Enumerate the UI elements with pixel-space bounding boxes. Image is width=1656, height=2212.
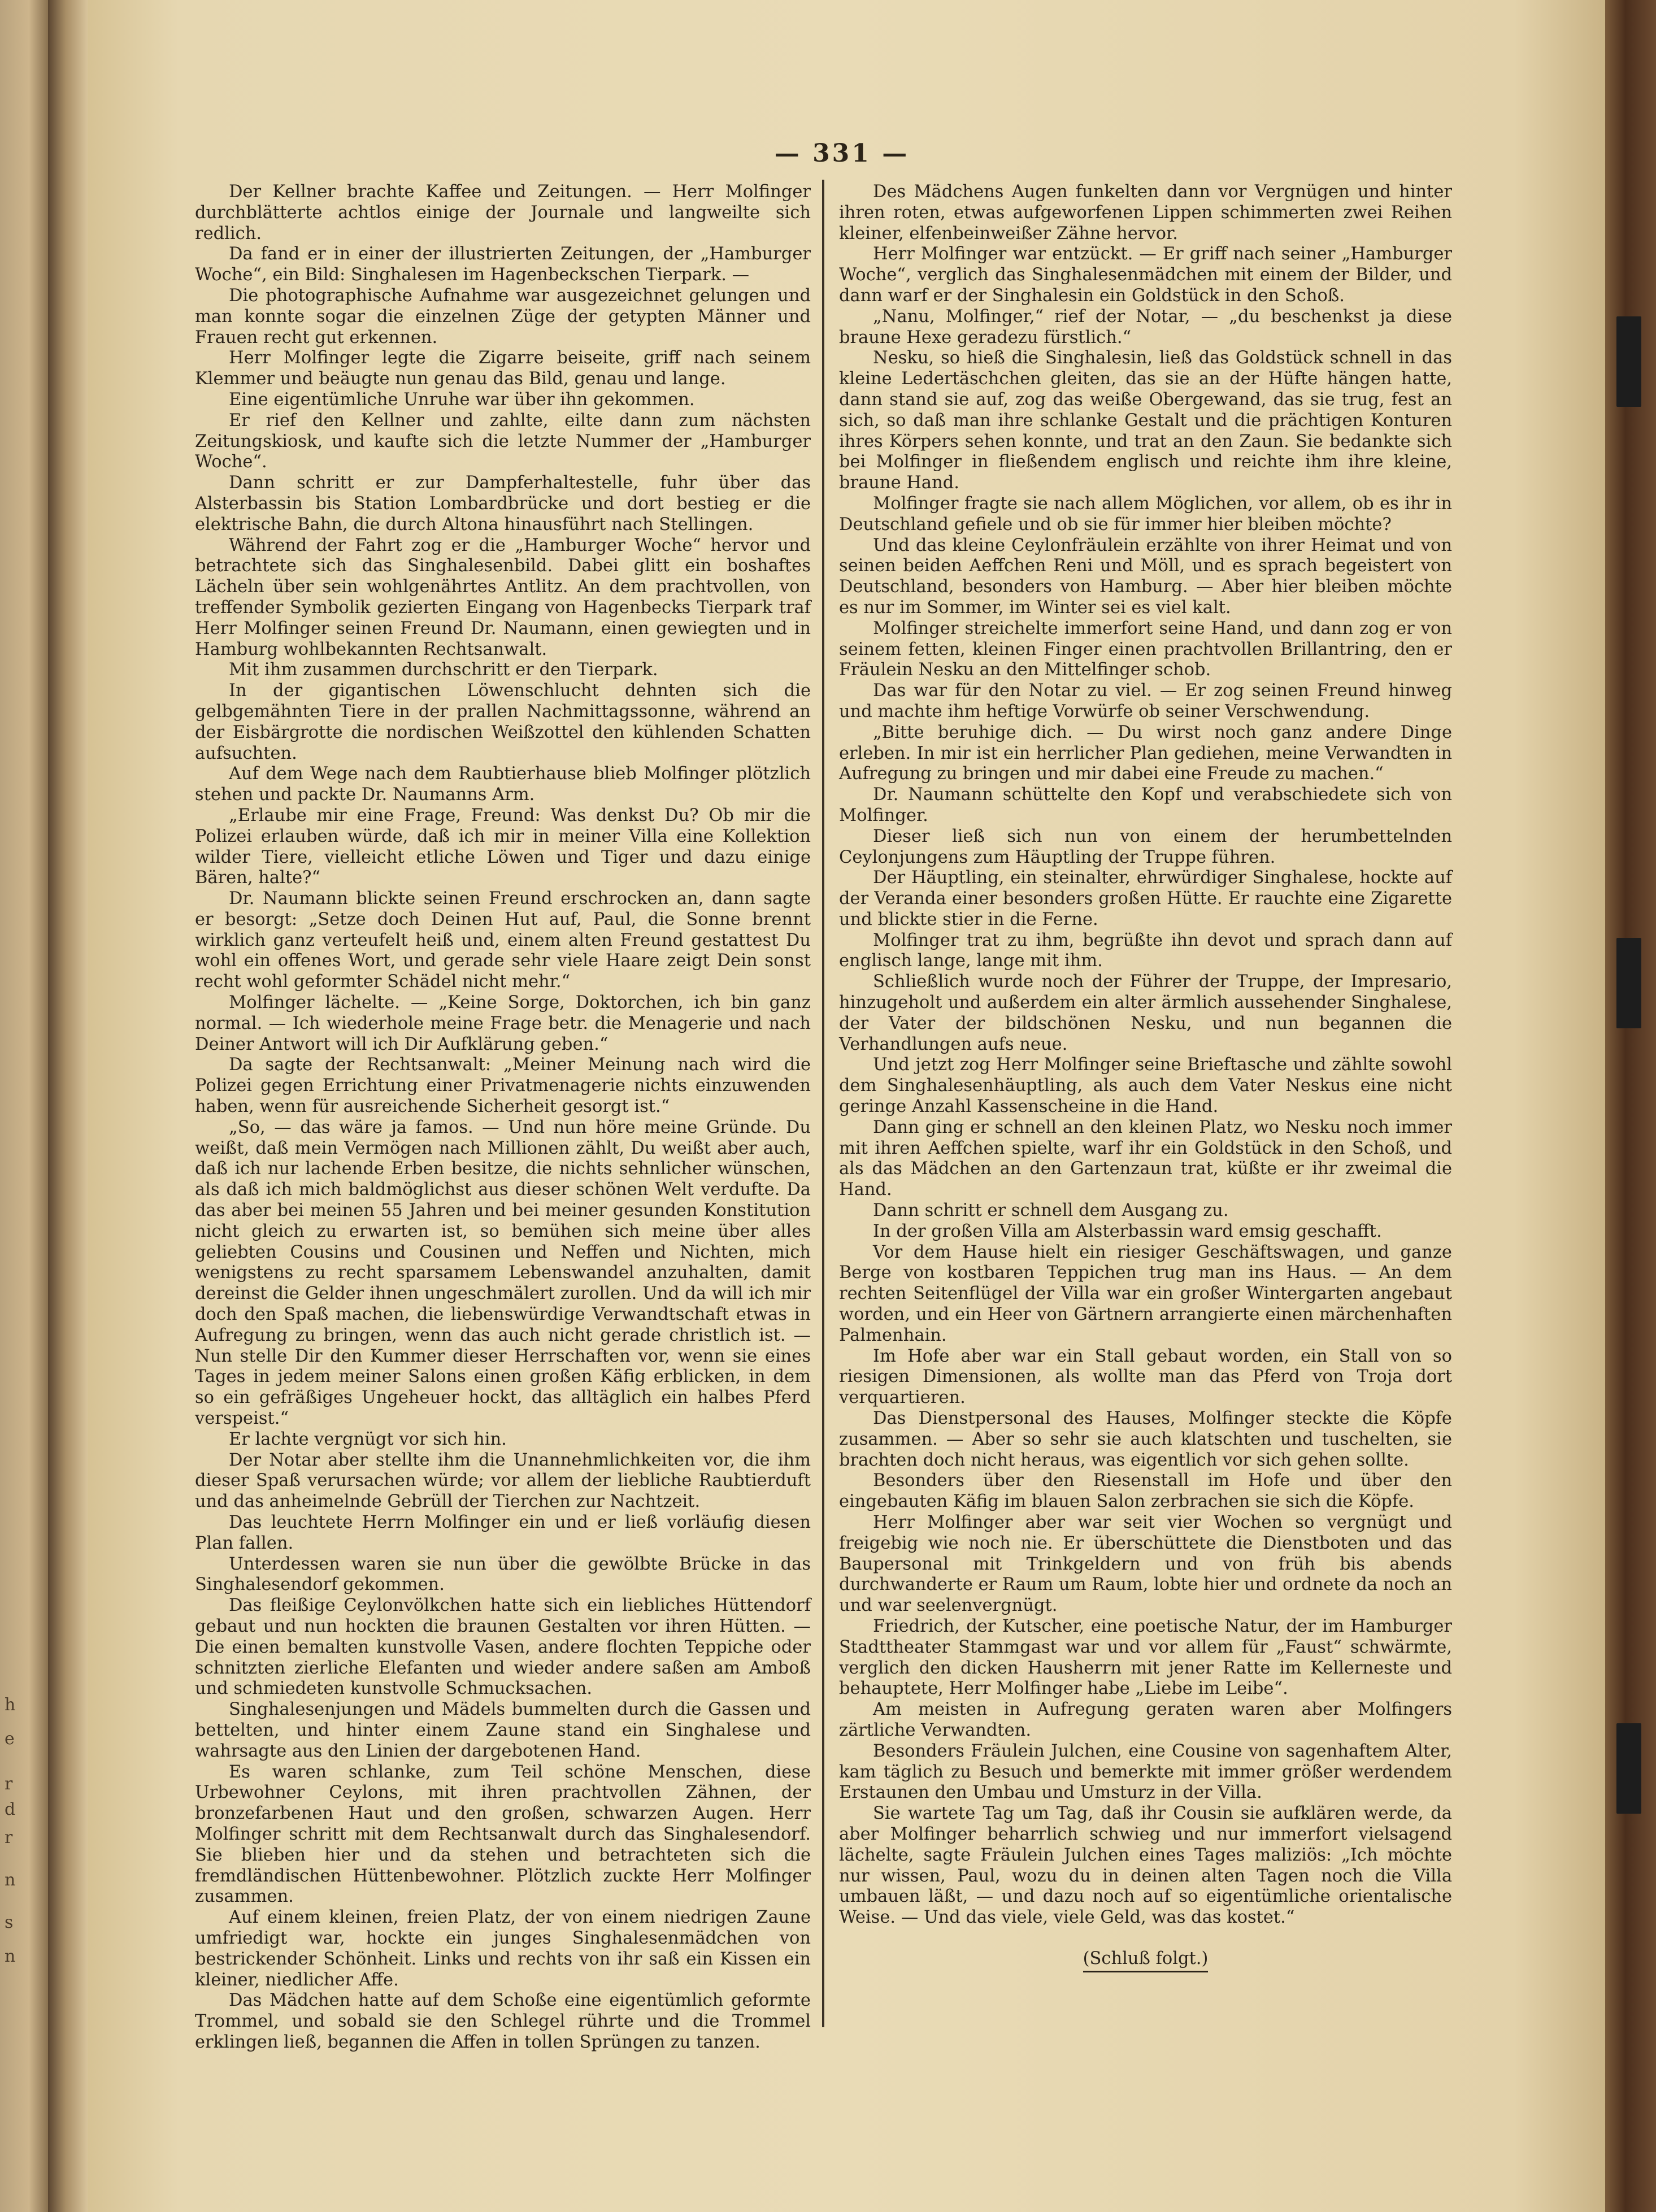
paragraph: „Nanu, Molfinger,“ rief der Notar, — „du beschenkst ja diese braune Hexe geradezu fürstlich.“: [839, 306, 1452, 347]
paragraph: Und das kleine Ceylonfräulein erzählte von ihrer Heimat und von seinen beiden Aeffchen Reni und Möll, und es sprach begeistert von Deutschland, besonders von Hamburg. — Aber hier bleiben möchte es nur im Sommer, im Winter sei es viel kalt.: [839, 535, 1452, 618]
paragraph: Mit ihm zusammen durchschritt er den Tierpark.: [229, 660, 658, 680]
paragraph: Im Hofe aber war ein Stall gebaut worden, ein Stall von so riesigen Dimensionen, als wollte man das Pferd von Troja dort verquartieren.: [839, 1346, 1452, 1408]
paragraph: „So, — das wäre ja famos. — Und nun höre meine Gründe. Du weißt, daß mein Vermögen nach Millionen zählt, Du weißt aber auch, daß ich nur lachende Erben besitze, die nichts sehnlicher wünschen, als daß ich mich baldmöglichst aus dieser schönen Welt verdufte. Da das aber bei meinen 55 Jahren und bei meiner gesunden Konstitution nicht gleich zu erwarten ist, so bemühen sich meine über alles geliebten Cousins und Cousinen und Neffen und Nichten, mich wenigstens zu recht sparsamem Lebenswandel anzuhalten, damit dereinst die Gelder ihnen ungeschmälert zurollen. Und da will ich mir doch den Spaß machen, die liebenswürdige Verwandtschaft etwas in Aufregung zu bringen, wenn das auch nicht gerade christlich ist. — Nun stelle Dir den Kummer dieser Herrschaften vor, wenn sie eines Tages in jedem meiner Salons einen großen Käfig erblicken, in dem so ein gefräßiges Ungeheuer hockt, das alltäglich ein halbes Pferd verspeist.“: [195, 1117, 811, 1429]
paragraph: Das leuchtete Herrn Molfinger ein und er ließ vorläufig diesen Plan fallen.: [195, 1513, 811, 1553]
margin-fragment: s: [5, 1913, 14, 1932]
margin-fragment: r: [5, 1774, 13, 1794]
paragraph: Besonders über den Riesenstall im Hofe und über den eingebauten Käfig im blauen Salon zerbrachen sie sich die Köpfe.: [839, 1471, 1452, 1512]
paragraph: Auf dem Wege nach dem Raubtierhause blieb Molfinger plötzlich stehen und packte Dr. Naumanns Arm.: [195, 764, 811, 805]
to-be-continued-note: [839, 1949, 1452, 1972]
margin-fragment: h: [5, 1695, 16, 1715]
paragraph: Singhalesenjungen und Mädels bummelten durch die Gassen und bettelten, und hinter einem Zaune stand ein Singhalese und wahrsagte aus den Linien der dargebotenen Hand.: [195, 1700, 811, 1761]
paragraph: Auf einem kleinen, freien Platz, der von einem niedrigen Zaune umfriedigt war, hockte ein junges Singhalesenmädchen von bestrickender Schönheit. Links und rechts von ihr saß ein Kissen ein kleiner, niedlicher Affe.: [195, 1907, 811, 1990]
paragraph: Dann schritt er schnell dem Ausgang zu.: [873, 1201, 1229, 1221]
paragraph: Molfinger fragte sie nach allem Möglichen, vor allem, ob es ihr in Deutschland gefiele und ob sie für immer hier bleiben möchte?: [839, 493, 1452, 534]
paragraph: Friedrich, der Kutscher, eine poetische Natur, der im Hamburger Stadttheater Stammgast war und vor allem für „Faust“ schwärmte, verglich den dicken Hausherrn mit jener Ratte im Kellerneste und behauptete, Herr Molfinger habe „Liebe im Leibe“.: [839, 1616, 1452, 1699]
paragraph: Und jetzt zog Herr Molfinger seine Brieftasche und zählte sowohl dem Singhalesenhäuptling, als auch dem Vater Neskus eine nicht geringe Anzahl Kassenscheine in die Hand.: [839, 1055, 1452, 1117]
paragraph: Die photographische Aufnahme war ausgezeichnet gelungen und man konnte sogar die einzelnen Züge der getypten Männer und Frauen recht gut erkennen.: [195, 285, 811, 347]
paragraph: Dann schritt er zur Dampferhaltestelle, fuhr über das Alsterbassin bis Station Lombardbrücke und dort bestieg er die elektrische Bahn, die durch Altona hinausführt nach Stellingen.: [195, 473, 811, 534]
margin-fragment: n: [5, 1946, 16, 1966]
margin-fragment: r: [5, 1828, 13, 1848]
paragraph: Da fand er in einer der illustrierten Zeitungen, der „Hamburger Woche“, ein Bild: Singhalesen im Hagenbeckschen Tierpark. —: [195, 244, 811, 285]
paragraph: Dr. Naumann blickte seinen Freund erschrocken an, dann sagte er besorgt: „Setze doch Deinen Hut auf, Paul, die Sonne brennt wirklich ganz verteufelt heiß und, einem alten Freund gestattest Du wohl ein offenes Wort, und gerade sehr viele Haare zeigt Dein sonst recht wohl geformter Schädel nicht mehr.“: [195, 889, 811, 992]
paragraph: Unterdessen waren sie nun über die gewölbte Brücke in das Singhalesendorf gekommen.: [195, 1554, 811, 1595]
paragraph: Sie wartete Tag um Tag, daß ihr Cousin sie aufklären werde, da aber Molfinger beharrlich schwieg und nur immerfort vielsagend lächelte, sagte Fräulein Julchen eines Tages maliziös: „Ich möchte nur wissen, Paul, wozu du in deinen alten Tagen noch die Villa umbauen läßt, — und dazu noch auf so eigentümliche orientalische Weise. — Und das viele, viele Geld, was das kostet.“: [839, 1804, 1452, 1928]
column-divider: [822, 180, 824, 2027]
paragraph: Molfinger streichelte immerfort seine Hand, und dann zog er von seinem fetten, kleinen Finger einen prachtvollen Brillantring, den er Fräulein Nesku an den Mittelfinger schob.: [839, 618, 1452, 680]
paragraph: In der gigantischen Löwenschlucht dehnten sich die gelbgemähnten Tiere in der prallen Nachmittagssonne, während an der Eisbärgrotte die nordischen Weißzottel den kühlenden Schatten aufsuchten.: [195, 681, 811, 763]
cover-tab: [1616, 316, 1641, 407]
paragraph: Es waren schlanke, zum Teil schöne Menschen, diese Urbewohner Ceylons, mit ihren prachtvollen Zähnen, der bronzefarbenen Haut und den großen, schwarzen Augen. Herr Molfinger schritt mit dem Rechtsanwalt durch das Singhalesendorf. Sie blieben hier und da stehen und betrachteten sich die fremdländischen Hüttenbewohner. Plötzlich zuckte Herr Molfinger zusammen.: [195, 1762, 811, 1907]
paragraph: Herr Molfinger war entzückt. — Er griff nach seiner „Hamburger Woche“, verglich das Singhalesenmädchen mit einem der Bilder, und dann warf er der Singhalesin ein Goldstück in den Schoß.: [839, 244, 1452, 306]
paragraph: Am meisten in Aufregung geraten waren aber Molfingers zärtliche Verwandten.: [839, 1700, 1452, 1740]
paragraph: Molfinger lächelte. — „Keine Sorge, Doktorchen, ich bin ganz normal. — Ich wiederhole meine Frage betr. die Menagerie und nach Deiner Antwort will ich Dir Aufklärung geben.“: [195, 993, 811, 1054]
text-column-right: [839, 182, 1452, 1972]
paragraph: Der Notar aber stellte ihm die Unannehmlichkeiten vor, die ihm dieser Spaß verursachen würde; vor allem der liebliche Raubtierduft und das anheimelnde Gebrüll der Tierchen zur Nachtzeit.: [195, 1450, 811, 1512]
paragraph: „Erlaube mir eine Frage, Freund: Was denkst Du? Ob mir die Polizei erlauben würde, daß ich mir in meiner Villa eine Kollektion wilder Tiere, vielleicht etliche Löwen und Tiger und dazu einige Bären, halte?“: [195, 805, 811, 888]
paragraph: Herr Molfinger legte die Zigarre beiseite, griff nach seinem Klemmer und beäugte nun genau das Bild, genau und lange.: [195, 348, 811, 389]
margin-fragment: d: [5, 1800, 16, 1819]
margin-fragment: n: [5, 1870, 16, 1890]
paragraph: Schließlich wurde noch der Führer der Truppe, der Impresario, hinzugeholt und außerdem ein alter ärmlich aussehender Singhalese, der Vater der bildschönen Nesku, und nun begannen die Verhandlungen aufs neue.: [839, 972, 1452, 1054]
paragraph: Molfinger trat zu ihm, begrüßte ihn devot und sprach dann auf englisch lange, lange mit ihm.: [839, 930, 1452, 971]
paragraph: Dr. Naumann schüttelte den Kopf und verabschiedete sich von Molfinger.: [839, 785, 1452, 825]
cover-tab: [1616, 938, 1641, 1028]
paragraph: Er lachte vergnügt vor sich hin.: [229, 1429, 507, 1449]
paragraph: Vor dem Hause hielt ein riesiger Geschäftswagen, und ganze Berge von kostbaren Teppichen trug man ins Haus. — An dem rechten Seitenflügel der Villa war ein großer Wintergarten angebaut worden, und ein Heer von Gärtnern arrangierte einen märchenhaften Palmenhain.: [839, 1242, 1452, 1345]
paragraph: In der großen Villa am Alsterbassin ward emsig geschafft.: [873, 1221, 1382, 1241]
paragraph: Herr Molfinger aber war seit vier Wochen so vergnügt und freigebig wie noch nie. Er überschüttete die Dienstboten und das Baupersonal mit Trinkgeldern und von früh bis abends durchwanderte er Raum um Raum, lobte hier und ordnete da noch an und war seelenvergnügt.: [839, 1513, 1452, 1616]
paragraph: Das Dienstpersonal des Hauses, Molfinger steckte die Köpfe zusammen. — Aber so sehr sie auch klatschten und tuschelten, sie brachten doch nicht heraus, was eigentlich vor sich gehen sollte.: [839, 1409, 1452, 1470]
paragraph: Das war für den Notar zu viel. — Er zog seinen Freund hinweg und machte ihm heftige Vorwürfe ob seiner Verschwendung.: [839, 681, 1452, 722]
paragraph: Er rief den Kellner und zahlte, eilte dann zum nächsten Zeitungskiosk, und kaufte sich die letzte Nummer der „Hamburger Woche“.: [195, 410, 811, 472]
paragraph: Dann ging er schnell an den kleinen Platz, wo Nesku noch immer mit ihren Aeffchen spielte, warf ihr ein Goldstück in den Schoß, und als das Mädchen an den Gartenzaun trat, küßte er ihr zweimal die Hand.: [839, 1117, 1452, 1200]
paragraph: Während der Fahrt zog er die „Hamburger Woche“ hervor und betrachtete sich das Singhalesenbild. Dabei glitt ein boshaftes Lächeln über sein wohlgenährtes Antlitz. An dem prachtvollen, von treffender Symbolik gezierten Eingang von Hagenbecks Tierpark traf Herr Molfinger seinen Freund Dr. Naumann, einen gewiegten und in Hamburg wohlbekannten Rechtsanwalt.: [195, 535, 811, 659]
adjacent-page-edge: [0, 0, 48, 2212]
book-spine: [48, 0, 88, 2212]
book-cover-edge: [1605, 0, 1656, 2212]
paragraph: Des Mädchens Augen funkelten dann vor Vergnügen und hinter ihren roten, etwas aufgeworfenen Lippen schimmerten zwei Reihen kleiner, elfenbeinweißer Zähne hervor.: [839, 182, 1452, 244]
paragraph: Eine eigentümliche Unruhe war über ihn gekommen.: [229, 389, 695, 410]
paragraph: Besonders Fräulein Julchen, eine Cousine von sagenhaftem Alter, kam täglich zu Besuch und bemerkte mit immer größer werdendem Erstaunen den Umbau und Umsturz in der Villa.: [839, 1741, 1452, 1803]
paragraph: Das Mädchen hatte auf dem Schoße eine eigentümlich geformte Trommel, und sobald sie den Schlegel rührte und die Trommel erklingen ließ, begannen die Affen in tollen Sprüngen zu tanzen.: [195, 1991, 811, 2052]
cover-tab: [1616, 1723, 1641, 1814]
paragraph: Dieser ließ sich nun von einem der herumbettelnden Ceylonjungens zum Häuptling der Truppe führen.: [839, 826, 1452, 867]
paragraph: Nesku, so hieß die Singhalesin, ließ das Goldstück schnell in das kleine Ledertäschchen gleiten, das sie an der Hüfte hängen hatte, dann stand sie auf, zog das weiße Obergewand, das sie trug, fest an sich, so daß man ihre schlanke Gestalt und die prächtigen Konturen ihres Körpers sehen konnte, und trat an den Zaun. Sie bedankte sich bei Molfinger in fließendem englisch und reichte ihm ihre kleine, braune Hand.: [839, 348, 1452, 493]
margin-fragment: e: [5, 1729, 15, 1749]
paragraph: Der Kellner brachte Kaffee und Zeitungen. — Herr Molfinger durchblätterte achtlos einige der Journale und langweilte sich redlich.: [195, 182, 811, 244]
paragraph: Der Häuptling, ein steinalter, ehrwürdiger Singhalese, hockte auf der Veranda einer besonders großen Hütte. Er rauchte eine Zigarette und blickte stier in die Ferne.: [839, 868, 1452, 929]
text-column-left: [195, 182, 811, 2053]
paragraph: „Bitte beruhige dich. — Du wirst noch ganz andere Dinge erleben. In mir ist ein herrlicher Plan gediehen, meine Verwandten in Aufregung zu bringen und mir dabei eine Freude zu machen.“: [839, 722, 1452, 784]
paragraph: Da sagte der Rechtsanwalt: „Meiner Meinung nach wird die Polizei gegen Errichtung einer Privatmenagerie nichts einzuwenden haben, wenn für ausreichende Sicherheit gesorgt ist.“: [195, 1055, 811, 1117]
page-number: — 331 —: [774, 139, 910, 168]
to-be-continued-text: (Schluß folgt.): [1083, 1949, 1209, 1972]
paragraph: Das fleißige Ceylonvölkchen hatte sich ein liebliches Hüttendorf gebaut und nun hockten die braunen Gestalten vor ihren Hütten. — Die einen bemalten kunstvolle Vasen, andere flochten Teppiche oder schnitzten zierliche Elefanten und wieder andere saßen am Amboß und schmiedeten kunstvolle Schmucksachen.: [195, 1596, 811, 1699]
